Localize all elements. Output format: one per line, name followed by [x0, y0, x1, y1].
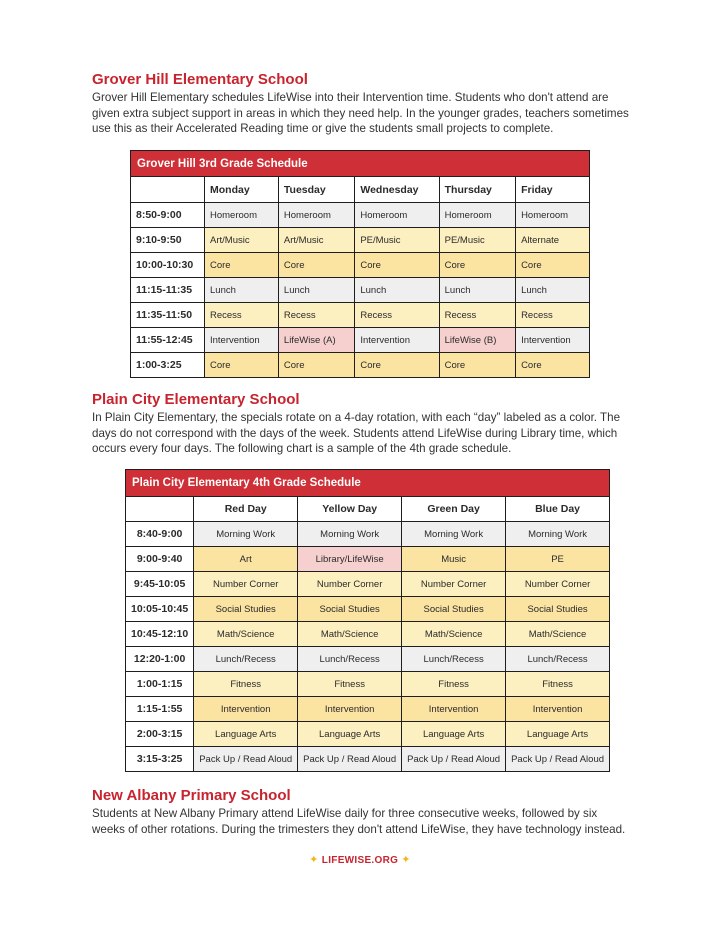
time-cell: 8:50-9:00 — [131, 203, 205, 228]
schedule-cell: Pack Up / Read Aloud — [506, 747, 610, 772]
schedule-cell: Lunch — [278, 278, 354, 303]
schedule-cell: Lunch — [205, 278, 279, 303]
schedule-cell: Fitness — [194, 672, 298, 697]
section-new-albany — [92, 787, 632, 837]
time-cell: 3:15-3:25 — [126, 747, 194, 772]
schedule-cell: Pack Up / Read Aloud — [194, 747, 298, 772]
section-grover-hill — [92, 71, 632, 137]
schedule-cell: Recess — [278, 303, 354, 328]
schedule-cell: Intervention — [194, 697, 298, 722]
table-row — [126, 622, 610, 647]
time-cell: 2:00-3:15 — [126, 722, 194, 747]
schedule-cell: Math/Science — [194, 622, 298, 647]
schedule-cell: Core — [355, 353, 439, 378]
column-header: Friday — [516, 177, 590, 203]
schedule-cell: Library/LifeWise — [298, 547, 402, 572]
table-row — [126, 547, 610, 572]
table-row — [126, 522, 610, 547]
schedule-cell: Intervention — [205, 328, 279, 353]
schedule-cell: Art/Music — [205, 228, 279, 253]
table-row — [126, 647, 610, 672]
schedule-cell: Social Studies — [298, 597, 402, 622]
schedule-cell: Number Corner — [402, 572, 506, 597]
plain-city-caption: Plain City Elementary 4th Grade Schedule — [126, 470, 610, 497]
table-row — [126, 672, 610, 697]
section-body: Students at New Albany Primary attend LifeWise daily for three consecutive weeks, followed by six weeks of other rotations. During the trimesters they don't attend LifeWise, they have technology instead. — [92, 807, 626, 836]
schedule-cell: Core — [439, 353, 515, 378]
plain-city-schedule-table — [125, 469, 610, 772]
schedule-cell: Lunch/Recess — [506, 647, 610, 672]
footer-link[interactable]: LIFEWISE.ORG — [321, 855, 399, 866]
schedule-cell: Core — [278, 353, 354, 378]
column-header: Blue Day — [506, 497, 610, 522]
schedule-cell: Social Studies — [402, 597, 506, 622]
schedule-cell: Social Studies — [194, 597, 298, 622]
time-cell: 9:00-9:40 — [126, 547, 194, 572]
schedule-cell: Recess — [516, 303, 590, 328]
schedule-cell: Language Arts — [194, 722, 298, 747]
column-header: Thursday — [439, 177, 515, 203]
schedule-cell: Lunch — [439, 278, 515, 303]
schedule-cell: Art — [194, 547, 298, 572]
schedule-cell: Homeroom — [516, 203, 590, 228]
schedule-cell: Pack Up / Read Aloud — [402, 747, 506, 772]
time-cell: 12:20-1:00 — [126, 647, 194, 672]
schedule-cell: Language Arts — [506, 722, 610, 747]
schedule-cell: Fitness — [298, 672, 402, 697]
table-row — [131, 303, 590, 328]
star-icon: ✦ — [309, 854, 319, 866]
schedule-cell: Morning Work — [194, 522, 298, 547]
schedule-cell: PE — [506, 547, 610, 572]
schedule-cell: Recess — [439, 303, 515, 328]
schedule-cell: Core — [516, 253, 590, 278]
schedule-cell: Social Studies — [506, 597, 610, 622]
grover-hill-caption: Grover Hill 3rd Grade Schedule — [131, 151, 590, 177]
time-cell: 1:00-3:25 — [131, 353, 205, 378]
column-header: Yellow Day — [298, 497, 402, 522]
schedule-cell: Number Corner — [298, 572, 402, 597]
schedule-cell: PE/Music — [439, 228, 515, 253]
schedule-cell: Core — [355, 253, 439, 278]
time-cell: 1:00-1:15 — [126, 672, 194, 697]
schedule-cell: Language Arts — [298, 722, 402, 747]
schedule-cell: Homeroom — [355, 203, 439, 228]
schedule-cell: LifeWise (A) — [278, 328, 354, 353]
schedule-cell: Pack Up / Read Aloud — [298, 747, 402, 772]
schedule-cell: Number Corner — [194, 572, 298, 597]
column-header: Tuesday — [278, 177, 354, 203]
schedule-cell: Alternate — [516, 228, 590, 253]
time-cell: 9:45-10:05 — [126, 572, 194, 597]
schedule-cell: Core — [205, 253, 279, 278]
time-cell: 1:15-1:55 — [126, 697, 194, 722]
table-row — [126, 722, 610, 747]
column-header: Wednesday — [355, 177, 439, 203]
schedule-cell: Recess — [355, 303, 439, 328]
table-row — [126, 572, 610, 597]
schedule-cell: Lunch/Recess — [194, 647, 298, 672]
schedule-cell: Lunch — [355, 278, 439, 303]
footer — [0, 853, 720, 866]
section-title: Grover Hill Elementary School — [92, 71, 308, 88]
schedule-cell: Homeroom — [439, 203, 515, 228]
schedule-cell: Math/Science — [402, 622, 506, 647]
table-row — [131, 353, 590, 378]
schedule-cell: Math/Science — [298, 622, 402, 647]
schedule-cell: Art/Music — [278, 228, 354, 253]
schedule-cell: Homeroom — [278, 203, 354, 228]
grover-hill-schedule-table — [130, 150, 590, 378]
section-body: Grover Hill Elementary schedules LifeWise into their Intervention time. Students who don't attend are given extra subject support in areas in which they need help. In the younger grades, teachers sometimes use this as their Accelerated Reading time or give the students small projects to complete. — [92, 91, 629, 136]
schedule-cell: Core — [278, 253, 354, 278]
schedule-cell: Fitness — [506, 672, 610, 697]
schedule-cell: Intervention — [355, 328, 439, 353]
time-cell: 10:45-12:10 — [126, 622, 194, 647]
schedule-cell: Core — [205, 353, 279, 378]
corner-header-cell — [126, 497, 194, 522]
star-icon: ✦ — [401, 854, 411, 866]
table-row — [126, 747, 610, 772]
time-cell: 10:05-10:45 — [126, 597, 194, 622]
schedule-cell: Morning Work — [298, 522, 402, 547]
schedule-cell: Music — [402, 547, 506, 572]
column-header: Monday — [205, 177, 279, 203]
table-row — [126, 697, 610, 722]
schedule-cell: Core — [516, 353, 590, 378]
schedule-cell: Intervention — [506, 697, 610, 722]
table-row — [131, 278, 590, 303]
column-header: Red Day — [194, 497, 298, 522]
table-row — [131, 253, 590, 278]
schedule-cell: Morning Work — [402, 522, 506, 547]
table-row — [126, 597, 610, 622]
schedule-cell: Recess — [205, 303, 279, 328]
schedule-cell: Lunch/Recess — [402, 647, 506, 672]
corner-header-cell — [131, 177, 205, 203]
time-cell: 11:15-11:35 — [131, 278, 205, 303]
section-title: New Albany Primary School — [92, 787, 291, 804]
section-plain-city — [92, 391, 632, 457]
schedule-cell: LifeWise (B) — [439, 328, 515, 353]
time-cell: 9:10-9:50 — [131, 228, 205, 253]
schedule-cell: Fitness — [402, 672, 506, 697]
table-row — [131, 328, 590, 353]
table-row — [131, 228, 590, 253]
column-header: Green Day — [402, 497, 506, 522]
schedule-cell: Lunch/Recess — [298, 647, 402, 672]
schedule-cell: Intervention — [402, 697, 506, 722]
schedule-cell: Morning Work — [506, 522, 610, 547]
schedule-cell: Intervention — [516, 328, 590, 353]
time-cell: 11:55-12:45 — [131, 328, 205, 353]
time-cell: 8:40-9:00 — [126, 522, 194, 547]
schedule-cell: Number Corner — [506, 572, 610, 597]
time-cell: 11:35-11:50 — [131, 303, 205, 328]
section-body: In Plain City Elementary, the specials rotate on a 4-day rotation, with each “day” labeled as a color. The days do not correspond with the days of the week. Students attend LifeWise during Library time, which occurs every four days. The following chart is a sample of the 4th grade schedule. — [92, 411, 621, 456]
schedule-cell: Core — [439, 253, 515, 278]
section-title: Plain City Elementary School — [92, 391, 300, 408]
table-row — [131, 203, 590, 228]
schedule-cell: Language Arts — [402, 722, 506, 747]
schedule-cell: Lunch — [516, 278, 590, 303]
schedule-cell: Intervention — [298, 697, 402, 722]
schedule-cell: Math/Science — [506, 622, 610, 647]
schedule-cell: Homeroom — [205, 203, 279, 228]
time-cell: 10:00-10:30 — [131, 253, 205, 278]
schedule-cell: PE/Music — [355, 228, 439, 253]
